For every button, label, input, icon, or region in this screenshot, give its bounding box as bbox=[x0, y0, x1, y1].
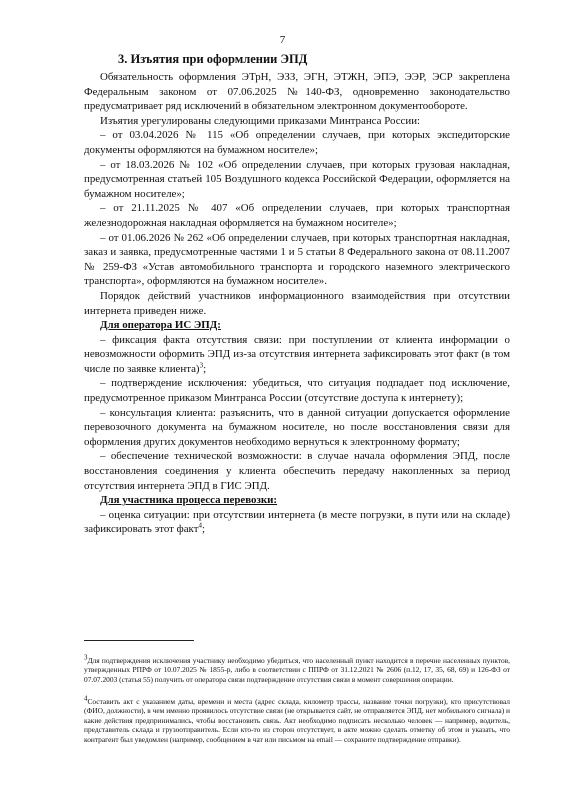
footnote-4 bbox=[84, 694, 510, 744]
document-body bbox=[84, 70, 510, 537]
footnote-mark: 4 bbox=[84, 694, 88, 703]
subsection-title-participant: Для участника процесса перевозки: bbox=[100, 494, 278, 507]
list-item-text: – оценка ситуации: при отсутствии интернета (в месте погрузки, в пути или на складе) зафиксировать этот факт bbox=[84, 508, 510, 536]
footnote-ref[interactable]: 3 bbox=[199, 361, 204, 370]
footnote-text: Для подтверждения исключения участнику необходимо убедиться, что населенный пункт находится в перечне населенных пунктов, утвержденных РПРФ от 10.07.2025 № 1855-р, либо в соответствии с ППРФ от 31.12.2021 № 2606 (п.12, 17, 35, 68, 69) и 126-ФЗ от 07.07.2003 (статья 55) получить от оператора связи подтверждение отсутствия связи в момент совершения операции. bbox=[84, 656, 510, 684]
list-item-tail: ; bbox=[201, 523, 205, 536]
list-item: – от 21.11.2025 № 407 «Об определении случаев, при которых транспортная железнодорожная накладная оформляется на бумажном носителе»; bbox=[84, 202, 510, 229]
footnote-text: Составить акт с указанием даты, времени и места (адрес склада, километр трассы, название точки погрузки), кто присутствовал (ФИО, должности), в чем именно проявилось отсутствие связи (не открывается сайт, не отправляется ЭПД, нет мобильного сигнала) и какие действия предпринимались, чтобы восстановить связь. Акт необходимо подписать несколько человек — например, водитель, представитель склада и грузоотправитель. Если кто-то из сторон отсутствует, в акте можно сделать отметку об этом и указать, что контрагент был уведомлен (например, сообщением в чат или письмом на email — сохраните подтверждение отправки). bbox=[84, 697, 510, 744]
list-item: – от 18.03.2026 № 102 «Об определении случаев, при которых грузовая накладная, предусмотренная статьей 105 Воздушного кодекса Российской Федерации, оформляется на бумажном носителе»; bbox=[84, 158, 510, 200]
list-item bbox=[84, 508, 510, 537]
list-item: – подтверждение исключения: убедиться, что ситуация подпадает под исключение, предусмотренное приказом Минтранса России (отсутствие доступа к интернету); bbox=[84, 377, 510, 405]
list-item: – консультация клиента: разъяснить, что в данной ситуации допускается оформление перевозочного документа на бумажном носителе, но после восстановления связи для оформления других документов необходимо вернуться к электронному формату; bbox=[84, 406, 510, 448]
paragraph: Порядок действий участников информационного взаимодействия при отсутствии интернета приведен ниже. bbox=[84, 289, 510, 317]
footnote-3 bbox=[84, 653, 510, 684]
page-number: 7 bbox=[279, 34, 286, 46]
list-item-tail: ; bbox=[203, 362, 207, 375]
list-item bbox=[84, 333, 510, 377]
paragraph: Изъятия урегулированы следующими приказами Минтранса России: bbox=[100, 114, 421, 127]
paragraph: Обязательность оформления ЭТрН, ЭЗЗ, ЭГН, ЭТЖН, ЭПЭ, ЭЭР, ЭСР закреплена Федеральным законом от 07.06.2025 №140-ФЗ, одновременно законодательство предусматривает ряд исключений в обязательном электронном документообороте. bbox=[84, 71, 510, 113]
footnote-separator bbox=[84, 640, 194, 641]
list-item: – от 01.06.2026 № 262 «Об определении случаев, при которых транспортная накладная, заказ и заявка, предусмотренные частями 1 и 5 статьи 8 Федерального закона от 08.11.2007 № 259-ФЗ «Устав автомобильного транспорта и городского наземного электрического транспорта», оформляются на бумажном носителе». bbox=[84, 231, 510, 288]
subsection-title-operator: Для оператора ИС ЭПД: bbox=[100, 319, 221, 332]
list-item: – обеспечение технической возможности: в случае начала оформления ЭПД, после восстановления соединения у клиента обеспечить передачу накопленных за период отсутствия интернета ЭПД в ГИС ЭПД. bbox=[84, 450, 510, 492]
section-heading: 3. Изъятия при оформлении ЭПД bbox=[118, 52, 308, 66]
list-item: – от 03.04.2026 № 115 «Об определении случаев, при которых экспедиторские документы оформляются на бумажном носителе»; bbox=[84, 129, 510, 156]
list-item-text: – фиксация факта отсутствия связи: при поступлении от клиента информации о невозможности оформить ЭПД из-за отсутствия интернета зафиксировать этот факт (в том числе по заявке клиента) bbox=[84, 333, 510, 375]
footnote-mark: 3 bbox=[84, 653, 88, 662]
footnote-ref[interactable]: 4 bbox=[198, 521, 202, 530]
